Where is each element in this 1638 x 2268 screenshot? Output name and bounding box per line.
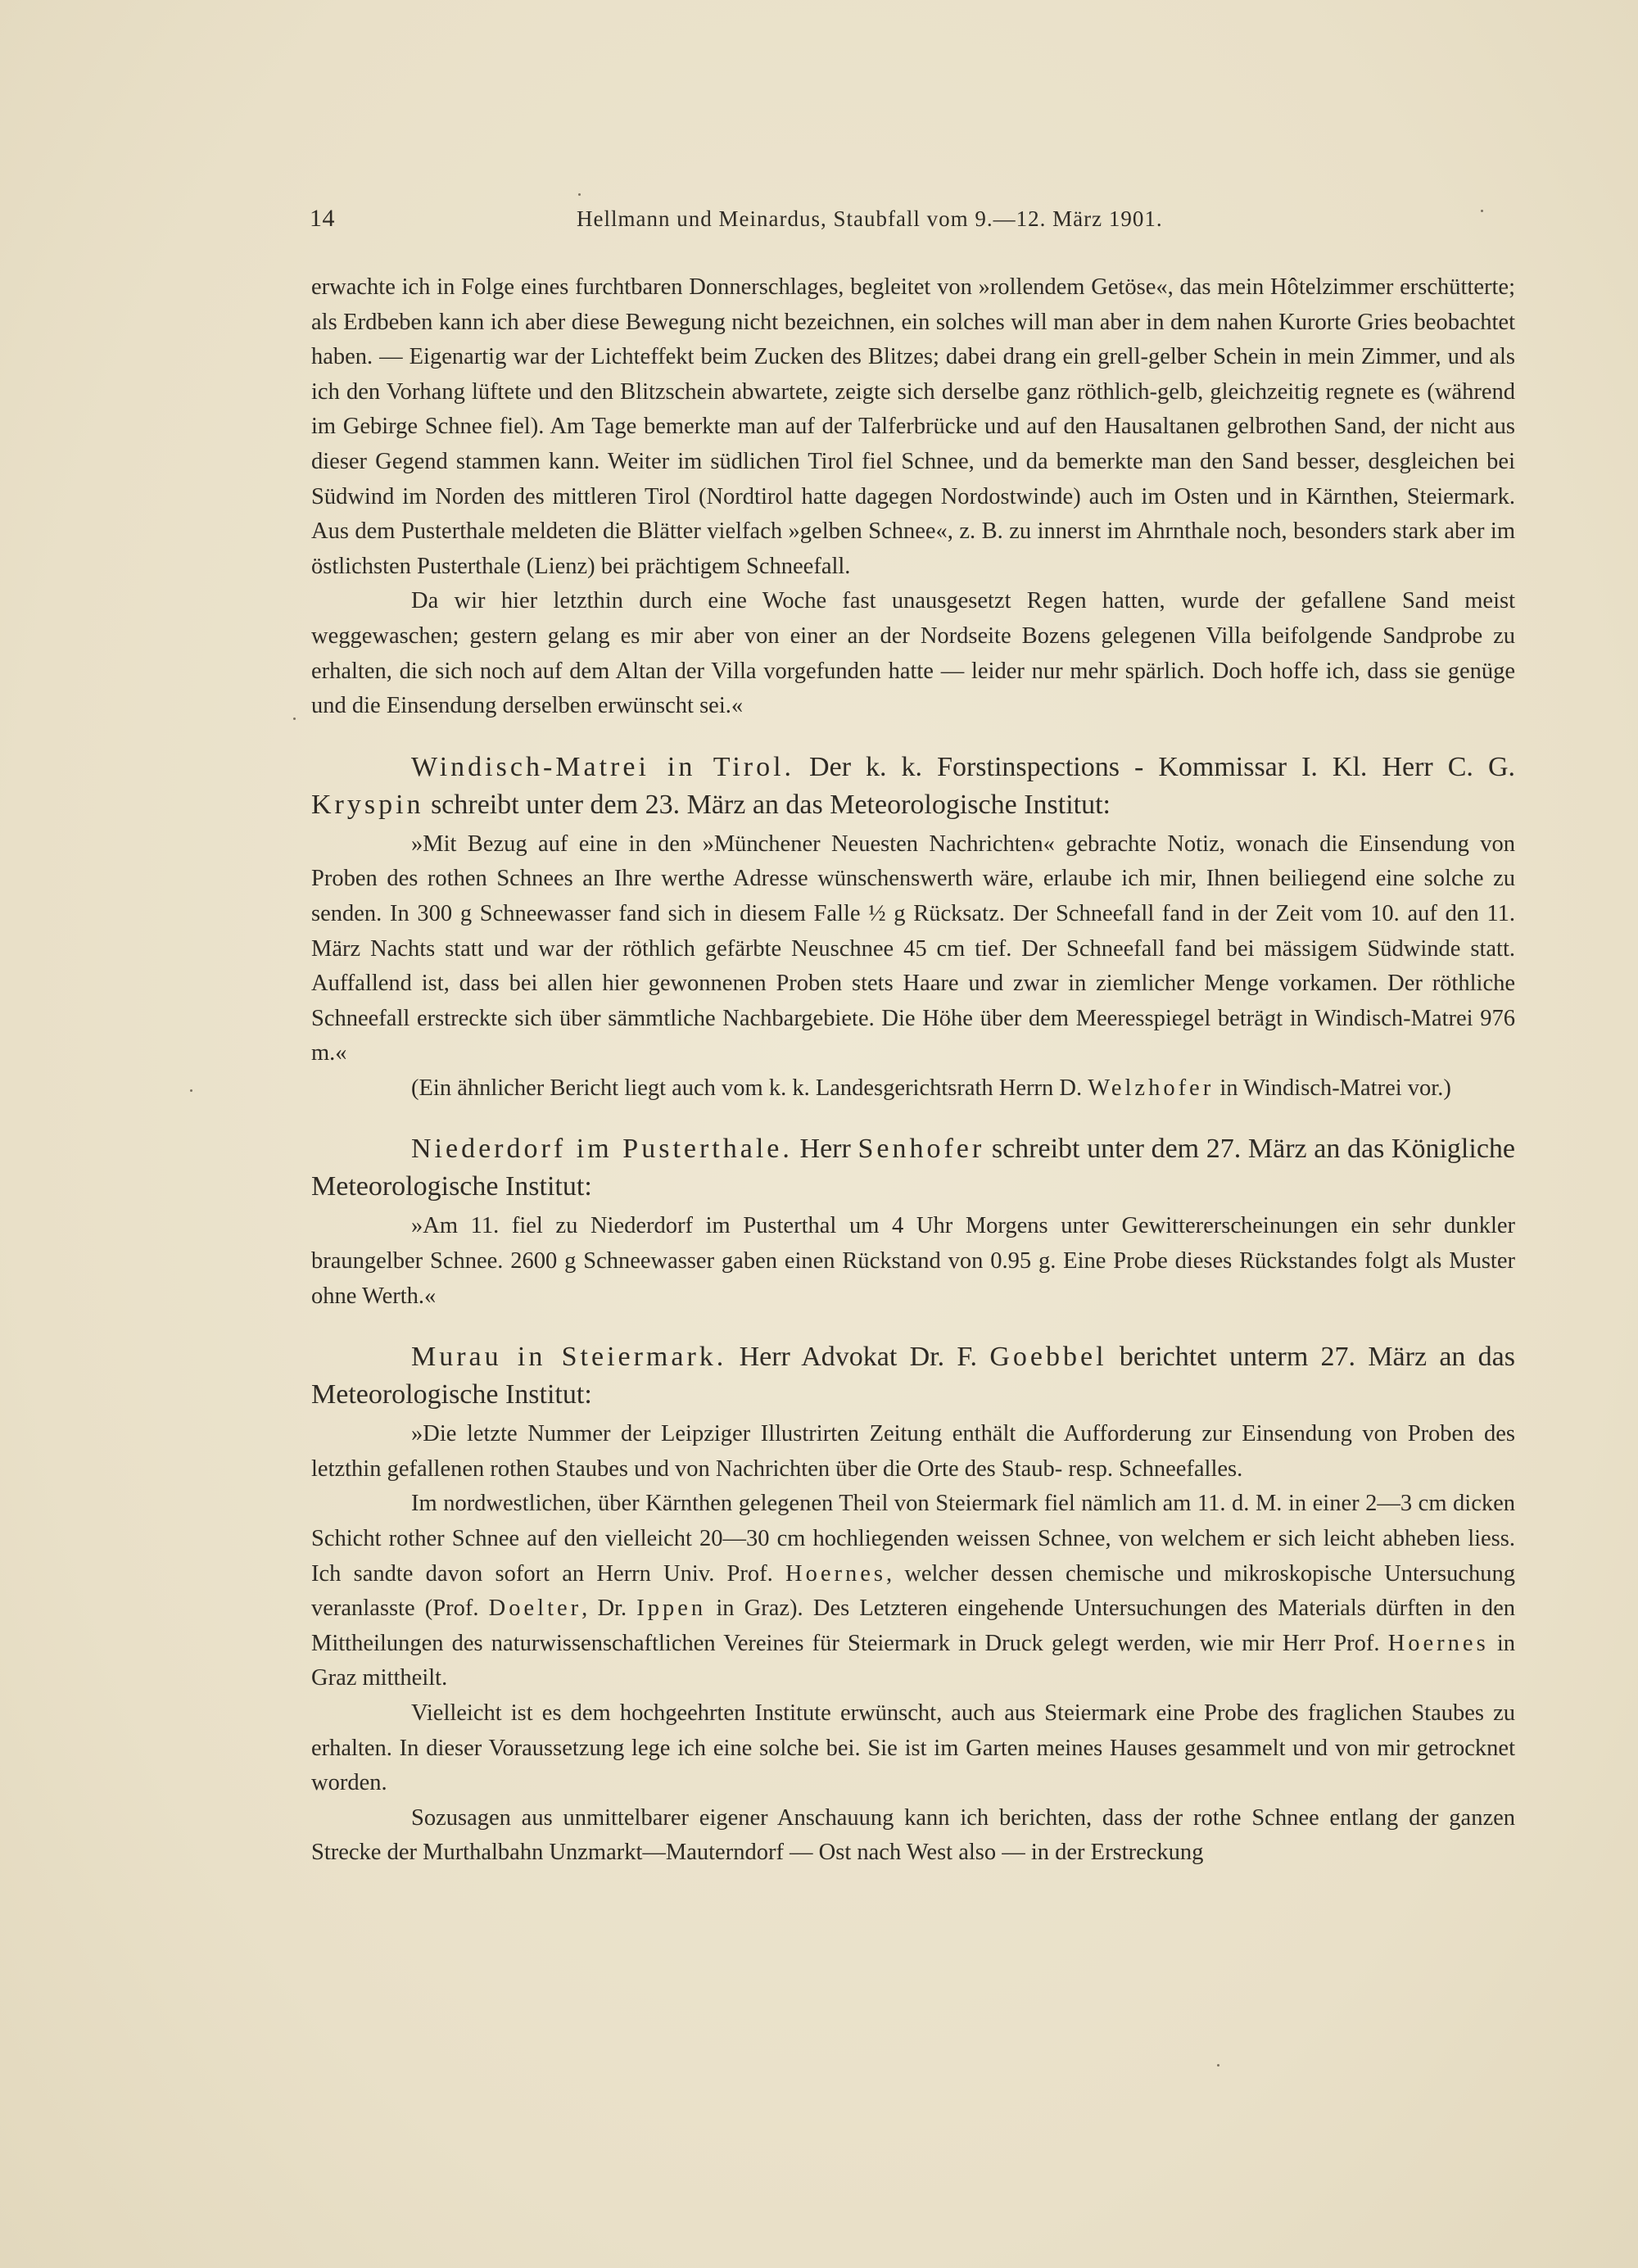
section-windisch-matrei: Windisch-Matrei in Tirol. Der k. k. Forstinspections - Kommissar I. Kl. Herr C. G. Kryspin schreibt unter dem 23. März an das Meteorologische Institut: — [311, 751, 1515, 820]
quote-paragraph: Sozusagen aus unmittelbarer eigener Anschauung kann ich berichten, dass der rothe Schnee entlang der ganzen Strecke der Murthalbahn Unzmarkt—Mauterndorf — Ost nach West also — in der Erstreckung — [311, 1804, 1515, 1866]
page-number: 14 — [310, 205, 335, 232]
author-name: Welzhofer — [1088, 1075, 1215, 1101]
ink-speck — [578, 193, 581, 196]
section-murau: Murau in Steiermark. Herr Advokat Dr. F. Goebbel berichtet unterm 27. März an das Meteorologische Institut: — [311, 1342, 1515, 1410]
ink-speck — [190, 1089, 192, 1092]
quote-paragraph: »Mit Bezug auf eine in den »Münchener Neuesten Nachrichten« gebrachte Notiz, wonach die Einsendung von Proben des rothen Schnees an Ihre werthe Adresse wünschenswerth wäre, erlaube ich mir, Ihnen beiliegend eine solche zu senden. In 300 g Schneewasser fand sich in diesem Falle ½ g Rücksatz. Der Schneefall fand in der Zeit vom 10. auf den 11. März Nachts statt und war der röthlich gefärbte Neuschnee 45 cm tief. Der Schneefall fand bei mässigem Südwinde statt. Auffallend ist, dass bei allen hier gewonnenen Proben stets Haare und zwar in ziemlicher Menge vorkamen. Der röthliche Schneefall erstreckte sich über sämmtliche Nachbargebiete. Die Höhe über dem Meeresspiegel beträgt in Windisch-Matrei 976 m.« — [311, 831, 1515, 1066]
paragraph-continued: erwachte ich in Folge eines furchtbaren Donnerschlages, begleitet von »rollendem Getöse«, das mein Hôtelzimmer erschütterte; als Erdbeben kann ich aber diese Bewegung nicht bezeichnen, ein solches will man aber in dem nahen Kurorte Gries beobachtet haben. — Eigenartig war der Lichteffekt beim Zucken des Blitzes; dabei drang ein grell-gelber Schein in mein Zimmer, und als ich den Vorhang lüftete und den Blitzschein abwartete, zeigte sich derselbe ganz röthlich-gelb, gleichzeitig regnete es (während im Gebirge Schnee fiel). Am Tage bemerkte man auf der Talferbrücke und auf den Hausaltanen gelbrothen Sand, der nicht aus dieser Gegend stammen kann. Weiter im südlichen Tirol fiel Schnee, und da bemerkte man den Sand besser, desgleichen bei Südwind im Norden des mittleren Tirol (Nordtirol hatte dagegen Nordostwinde) auch im Osten und in Kärnthen, Steiermark. Aus dem Pusterthale meldeten die Blätter vielfach »gelben Schnee«, z. B. zu innerst im Ahrnthale noch, besonders stark aber im östlichsten Pusterthale (Lienz) bei prächtigem Schneefall. — [311, 274, 1515, 579]
author-name: Hoernes — [785, 1560, 886, 1587]
running-title: Hellmann und Meinardus, Staubfall vom 9.—12. März 1901. — [577, 206, 1163, 231]
page-header — [310, 205, 1517, 238]
author-name: Ippen — [636, 1596, 707, 1622]
author-name: Senhofer — [857, 1134, 985, 1165]
quote-paragraph: »Die letzte Nummer der Leipziger Illustrirten Zeitung enthält die Aufforderung zur Einsendung von Proben des letzthin gefallenen rothen Staubes und von Nachrichten über die Orte des Staub- resp. Schneefalles. — [311, 1421, 1515, 1482]
section-niederdorf: Niederdorf im Pusterthale. Herr Senhofer schreibt unter dem 27. März an das Königliche Meteorologische Institut: — [311, 1134, 1516, 1202]
text-body — [311, 270, 1515, 1871]
author-name: Goebbel — [989, 1342, 1107, 1373]
note-paragraph: (Ein ähnlicher Bericht liegt auch vom k. k. Landesgerichtsrath Herrn D. Welzhofer in Windisch-Matrei vor.) — [411, 1075, 1451, 1101]
section-place: Windisch-Matrei in Tirol. — [411, 751, 795, 782]
ink-speck — [1217, 2064, 1219, 2067]
paragraph: Da wir hier letzthin durch eine Woche fast unausgesetzt Regen hatten, wurde der gefallene Sand meist weggewaschen; gestern gelang es mir aber von einer an der Nordseite Bozens gelegenen Villa beifolgende Sandprobe zu erhalten, die sich noch auf dem Altan der Villa vorgefunden hatte — leider nur mehr spärlich. Doch hoffe ich, dass sie genüge und die Einsendung derselben erwünscht sei.« — [311, 588, 1515, 719]
author-name: Doelter — [488, 1596, 582, 1622]
section-place: Niederdorf im Pusterthale. — [411, 1134, 793, 1165]
author-name: Hoernes — [1387, 1630, 1489, 1656]
quote-paragraph: »Am 11. fiel zu Niederdorf im Pusterthal um 4 Uhr Morgens unter Gewittererscheinungen ein sehr dunkler braungelber Schnee. 2600 g Schneewasser gaben einen Rückstand von 0.95 g. Eine Probe dieses Rückstandes folgt als Muster ohne Werth.« — [311, 1213, 1515, 1309]
quote-paragraph: Vielleicht ist es dem hochgeehrten Institute erwünscht, auch aus Steiermark eine Probe des fraglichen Staubes zu erhalten. In dieser Voraussetzung lege ich eine solche bei. Sie ist im Garten meines Hauses gesammelt und von mir getrocknet worden. — [311, 1700, 1515, 1796]
section-place: Murau in Steiermark. — [411, 1342, 727, 1373]
author-name: Kryspin — [311, 789, 424, 820]
quote-paragraph: Im nordwestlichen, über Kärnthen gelegenen Theil von Steiermark fiel nämlich am 11. d. M. in einer 2—3 cm dicken Schicht rother Schnee auf den vielleicht 20—30 cm hochliegenden weissen Schnee, von welchem er sich leicht abheben liess. Ich sandte davon sofort an Herrn Univ. Prof. Hoernes, welcher dessen chemische und mikroskopische Untersuchung veranlasste (Prof. Doelter, Dr. Ippen in Graz). Des Letzteren eingehende Untersuchungen des Materials dürften in den Mittheilungen des naturwissenschaftlichen Vereines für Steiermark in Druck gelegt werden, wie mir Herr Prof. Hoernes in Graz mittheilt. — [311, 1491, 1516, 1691]
ink-speck — [293, 718, 296, 720]
